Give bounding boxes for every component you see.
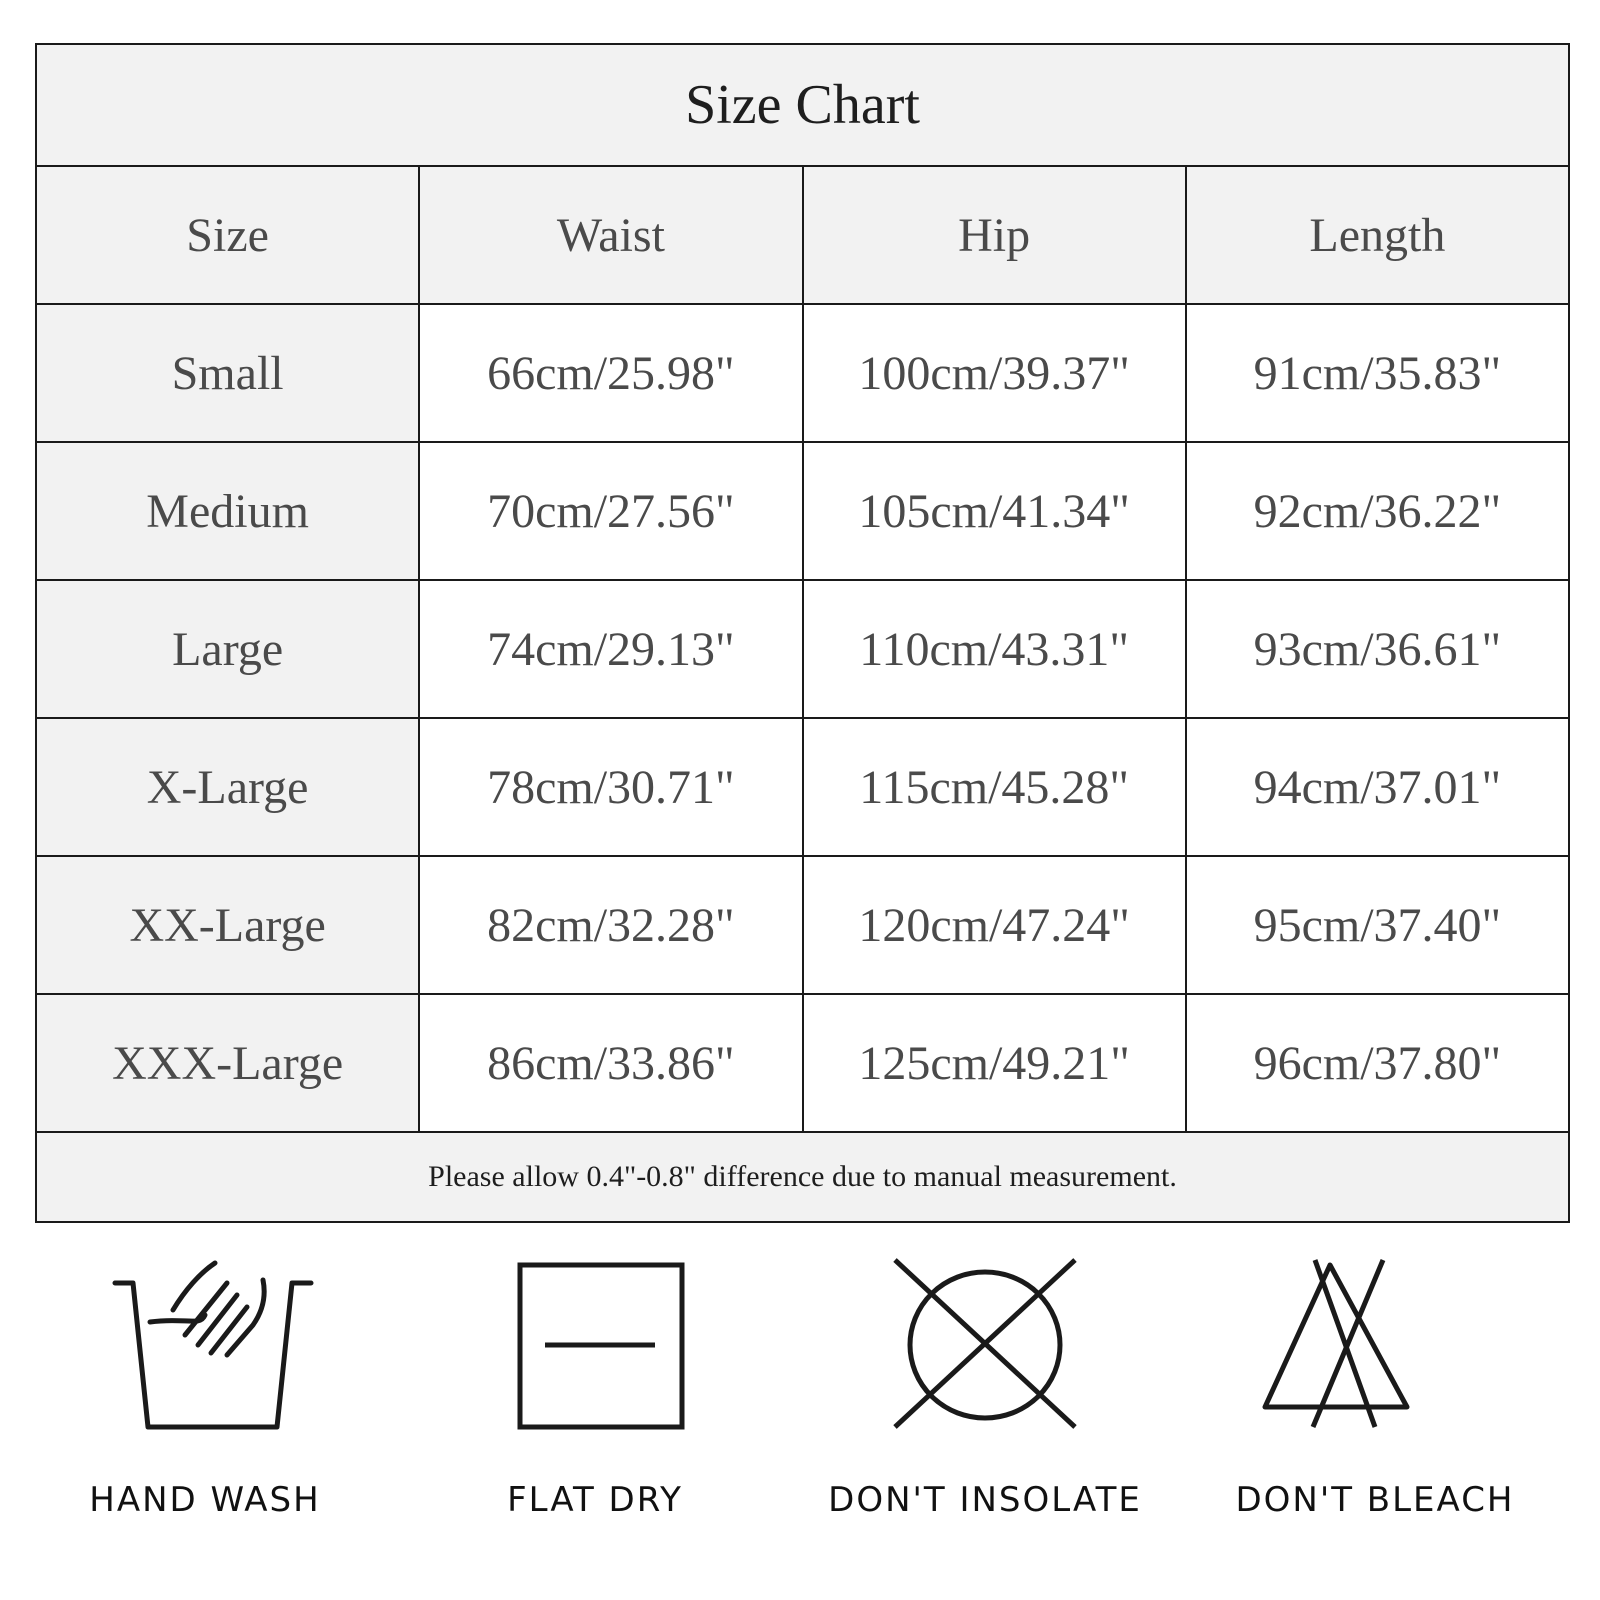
header-hip: Hip — [803, 166, 1186, 304]
care-label: HAND WASH — [89, 1480, 321, 1520]
waist-cell: 66cm/25.98" — [419, 304, 802, 442]
length-cell: 91cm/35.83" — [1186, 304, 1569, 442]
length-cell: 93cm/36.61" — [1186, 580, 1569, 718]
length-cell: 95cm/37.40" — [1186, 856, 1569, 994]
hip-cell: 115cm/45.28" — [803, 718, 1186, 856]
table-row — [36, 994, 1569, 1132]
header-length: Length — [1186, 166, 1569, 304]
do-not-insolate-icon — [795, 1255, 1175, 1455]
size-cell: X-Large — [36, 718, 419, 856]
length-cell: 94cm/37.01" — [1186, 718, 1569, 856]
table-row — [36, 856, 1569, 994]
chart-title: Size Chart — [36, 44, 1569, 166]
table-row — [36, 304, 1569, 442]
header-waist: Waist — [419, 166, 802, 304]
size-chart-table — [35, 43, 1570, 1223]
length-cell: 96cm/37.80" — [1186, 994, 1569, 1132]
size-cell: Small — [36, 304, 419, 442]
hip-cell: 105cm/41.34" — [803, 442, 1186, 580]
care-label: DON'T BLEACH — [1235, 1480, 1515, 1520]
care-hand-wash — [15, 1255, 395, 1585]
hip-cell: 120cm/47.24" — [803, 856, 1186, 994]
size-cell: XX-Large — [36, 856, 419, 994]
header-size: Size — [36, 166, 419, 304]
size-cell: XXX-Large — [36, 994, 419, 1132]
header-row — [36, 166, 1569, 304]
hand-wash-icon — [15, 1255, 395, 1455]
length-cell: 92cm/36.22" — [1186, 442, 1569, 580]
flat-dry-icon — [405, 1255, 785, 1455]
waist-cell: 70cm/27.56" — [419, 442, 802, 580]
waist-cell: 86cm/33.86" — [419, 994, 802, 1132]
hip-cell: 110cm/43.31" — [803, 580, 1186, 718]
care-label: FLAT DRY — [507, 1480, 683, 1520]
measurement-note: Please allow 0.4"-0.8" difference due to manual measurement. — [36, 1132, 1569, 1222]
care-flat-dry — [405, 1255, 785, 1585]
do-not-bleach-icon — [1185, 1255, 1565, 1455]
care-dont-insolate — [795, 1255, 1175, 1585]
size-cell: Medium — [36, 442, 419, 580]
table-row — [36, 718, 1569, 856]
table-row — [36, 442, 1569, 580]
size-cell: Large — [36, 580, 419, 718]
care-dont-bleach — [1185, 1255, 1565, 1585]
waist-cell: 78cm/30.71" — [419, 718, 802, 856]
hip-cell: 100cm/39.37" — [803, 304, 1186, 442]
waist-cell: 82cm/32.28" — [419, 856, 802, 994]
waist-cell: 74cm/29.13" — [419, 580, 802, 718]
hip-cell: 125cm/49.21" — [803, 994, 1186, 1132]
table-row — [36, 580, 1569, 718]
care-label: DON'T INSOLATE — [828, 1480, 1142, 1520]
